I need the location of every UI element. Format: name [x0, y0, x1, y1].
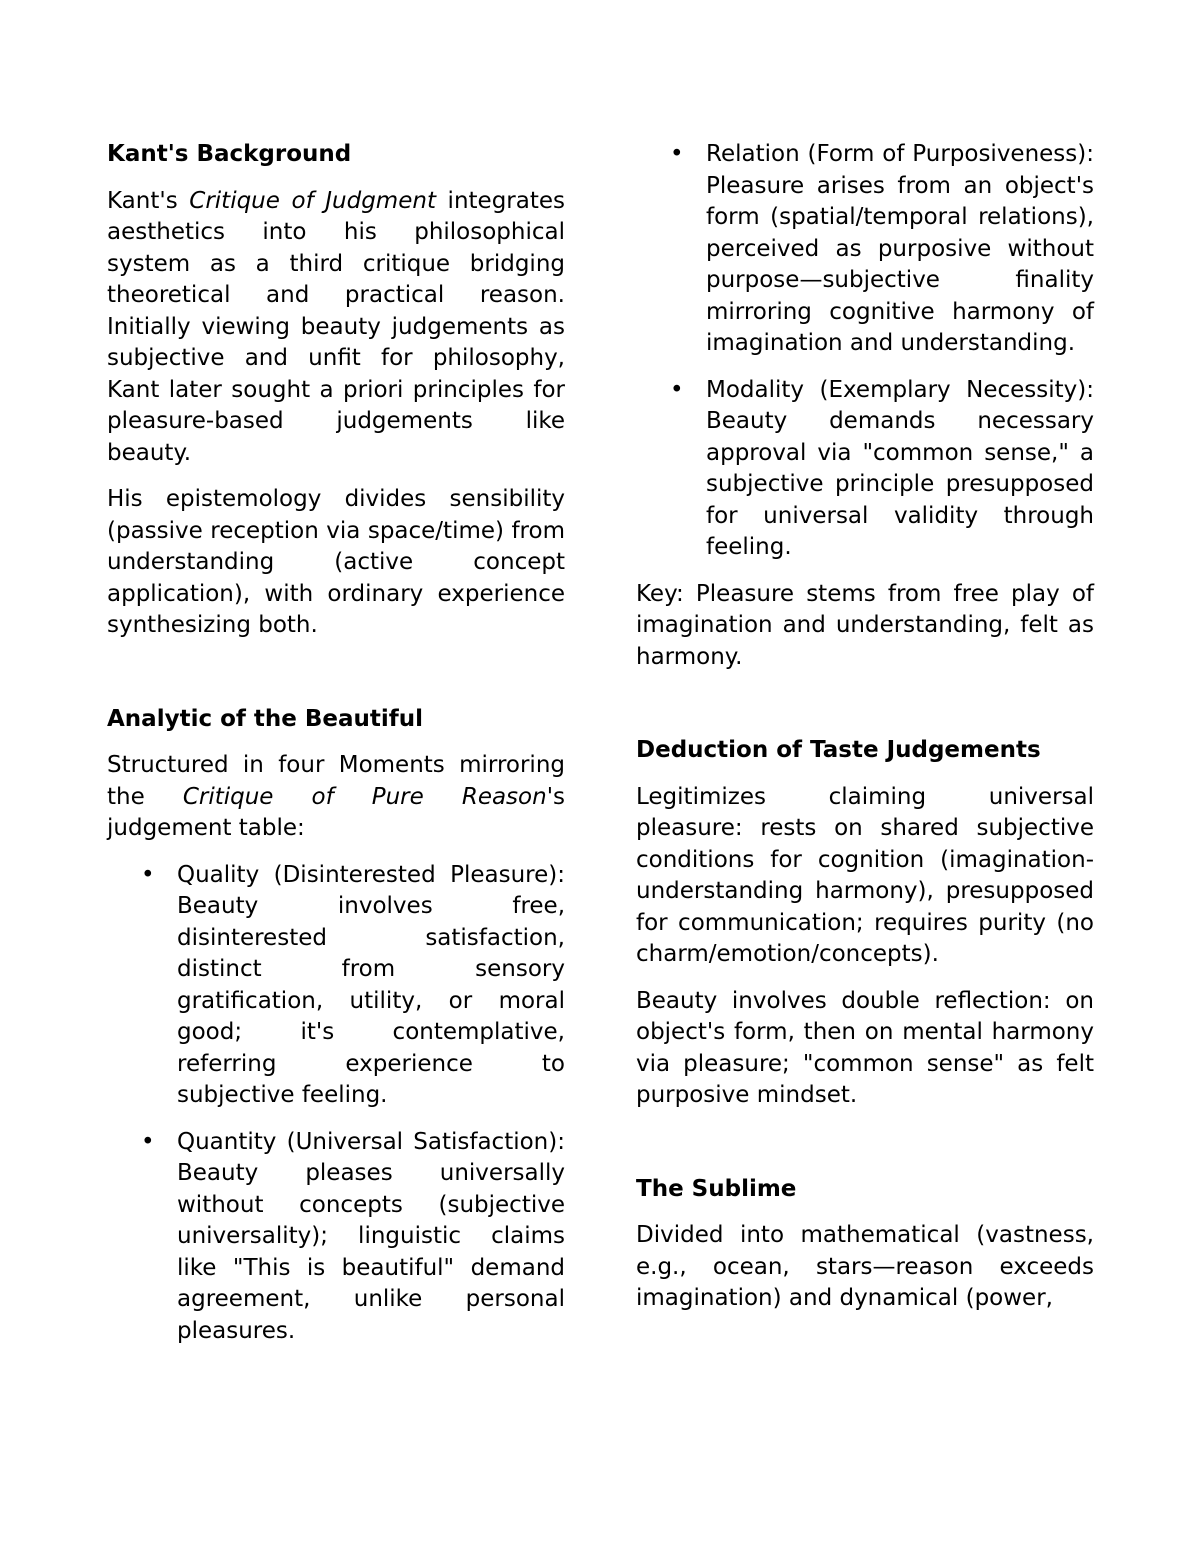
- section-heading-analytic: Analytic of the Beautiful: [107, 705, 424, 732]
- bullet-icon: •: [141, 1128, 155, 1155]
- section-heading-background: Kant's Background: [107, 141, 352, 167]
- list-item-text: Relation (Form of Purposiveness): Pleasure arises from an object's form (spatial/temporal relations), perceived as purposive without purpose—subjective finality mirroring cognitive harmony of imagination and understanding.: [706, 141, 1094, 356]
- book-title-critique-of-pure-reason: Critique of Pure Reason: [182, 783, 547, 810]
- deduction-paragraph-1: Legitimizes claiming universal pleasure: rests on shared subjective conditions for cognition (imagination-understanding harmony), presupposed for communication; requires purity (no charm/emotion/concepts).: [636, 783, 1094, 967]
- book-title-critique-of-judgment: Critique of Judgment: [189, 187, 436, 214]
- deduction-paragraph-2: Beauty involves double reflection: on object's form, then on mental harmony via pleasure; "common sense" as felt purposive mindset.: [636, 987, 1094, 1108]
- bullet-icon: •: [670, 141, 684, 167]
- analytic-intro-rest: 's judgement table:: [107, 783, 566, 841]
- background-paragraph-2: His epistemology divides sensibility (passive reception via space/time) from understanding (active concept application), with ordinary experience synthesizing both.: [107, 486, 565, 638]
- bullet-icon: •: [141, 861, 155, 888]
- list-item-text: Quality (Disinterested Pleasure): Beauty involves free, disinterested satisfaction, distinct from sensory gratification, utility, or moral good; it's contemplative, referring experience to subjective feeling.: [177, 861, 565, 1108]
- section-spacer: [636, 1127, 1094, 1174]
- left-column: [107, 139, 565, 1362]
- section-spacer: [636, 688, 1094, 735]
- list-item-relation: [636, 139, 1094, 360]
- moments-list-right: [636, 139, 1094, 564]
- section-heading-sublime: The Sublime: [636, 1175, 797, 1202]
- list-item-text: Quantity (Universal Satisfaction): Beauty pleases universally without concepts (subjective universality); linguistic claims like "This is beautiful" demand agreement, unlike personal pleasures.: [177, 1128, 565, 1344]
- analytic-intro-lead: Structured in four Moments mirroring the: [107, 752, 565, 810]
- list-item-modality: [636, 375, 1094, 564]
- sublime-paragraph-1: Divided into mathematical (vastness, e.g., ocean, stars—reason exceeds imagination) and dynamical (power,: [636, 1222, 1094, 1311]
- background-p1-lead: Kant's: [107, 187, 190, 214]
- section-heading-deduction: Deduction of Taste Judgements: [636, 737, 1041, 763]
- background-p1-rest: integrates aesthetics into his philosophical system as a third critique bridging theoretical and practical reason. Initially viewing beauty judgements as subjective and unfit for philosophy, Kant later sought a priori principles for pleasure-based judgements like beauty.: [107, 187, 565, 466]
- list-item-quantity: [107, 1127, 565, 1348]
- bullet-icon: •: [670, 376, 684, 403]
- moments-list-left: [107, 860, 565, 1348]
- right-column: [636, 139, 1094, 1330]
- background-paragraph-1: [107, 186, 565, 470]
- analytic-intro: [107, 750, 565, 845]
- section-spacer: [107, 657, 565, 704]
- key-paragraph: Key: Pleasure stems from free play of imagination and understanding, felt as harmony.: [636, 580, 1094, 670]
- list-item-text: Modality (Exemplary Necessity): Beauty demands necessary approval via "common sense," a subjective principle presupposed for universal validity through feeling.: [706, 376, 1094, 560]
- list-item-quality: [107, 860, 565, 1112]
